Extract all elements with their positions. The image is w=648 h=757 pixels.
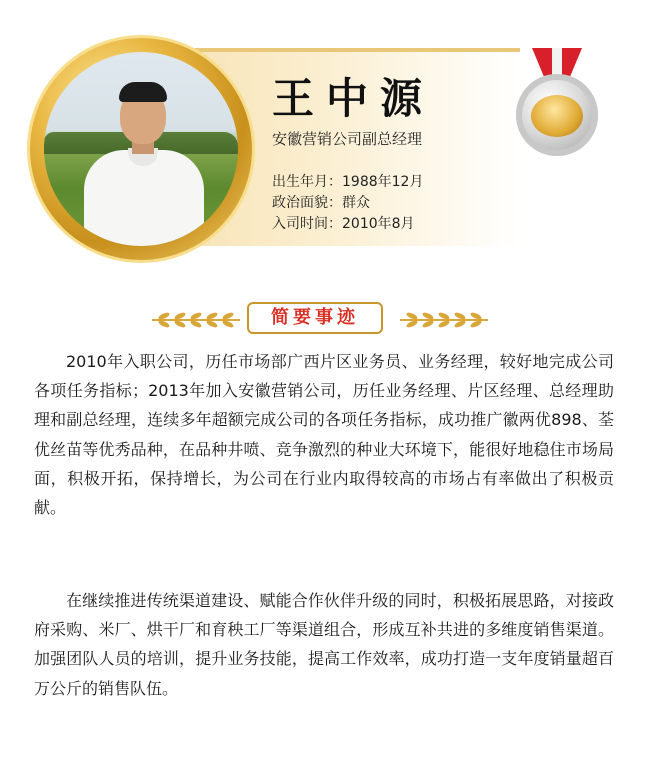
paragraph-career: 2010年入职公司，历任市场部广西片区业务员、业务经理，较好地完成公司各项任务指标；2013年加入安徽营销公司，历任业务经理、片区经理、总经理助理和副总经理，连续多年超额完成公司的各项任务指标，成功推广徽两优898、荃优丝苗等优秀品种，在品种井喷、竞争激烈的种业大环境下，能很好地稳住市场局面，积极开拓，保持增长，为公司在行业内取得较高的市场占有率做出了积极贡献。	[34, 352, 614, 518]
info-birth: 出生年月：1988年12月	[272, 174, 424, 190]
section-title: 简要事迹	[247, 302, 383, 334]
header-gold-strip	[380, 48, 520, 52]
person-name: 王中源	[272, 74, 435, 123]
info-list	[272, 172, 423, 235]
section-header	[150, 298, 490, 338]
photo-hair	[119, 82, 167, 102]
wheat-left-icon	[150, 312, 242, 328]
info-political: 政治面貌：群众	[272, 195, 370, 211]
wheat-right-icon	[398, 312, 490, 328]
info-join-date: 入司时间：2010年8月	[272, 216, 415, 232]
portrait-photo	[44, 52, 238, 246]
medal-center	[531, 95, 583, 137]
person-title: 安徽营销公司副总经理	[272, 130, 423, 148]
paragraph-channels: 在继续推进传统渠道建设、赋能合作伙伴升级的同时，积极拓展思路，对接政府采购、米厂、烘干厂和育秧工厂等渠道组合，形成互补共进的多维度销售渠道。加强团队人员的培训，提升业务技能，提高工作效率，成功打造一支年度销量超百万公斤的销售队伍。	[34, 591, 614, 698]
